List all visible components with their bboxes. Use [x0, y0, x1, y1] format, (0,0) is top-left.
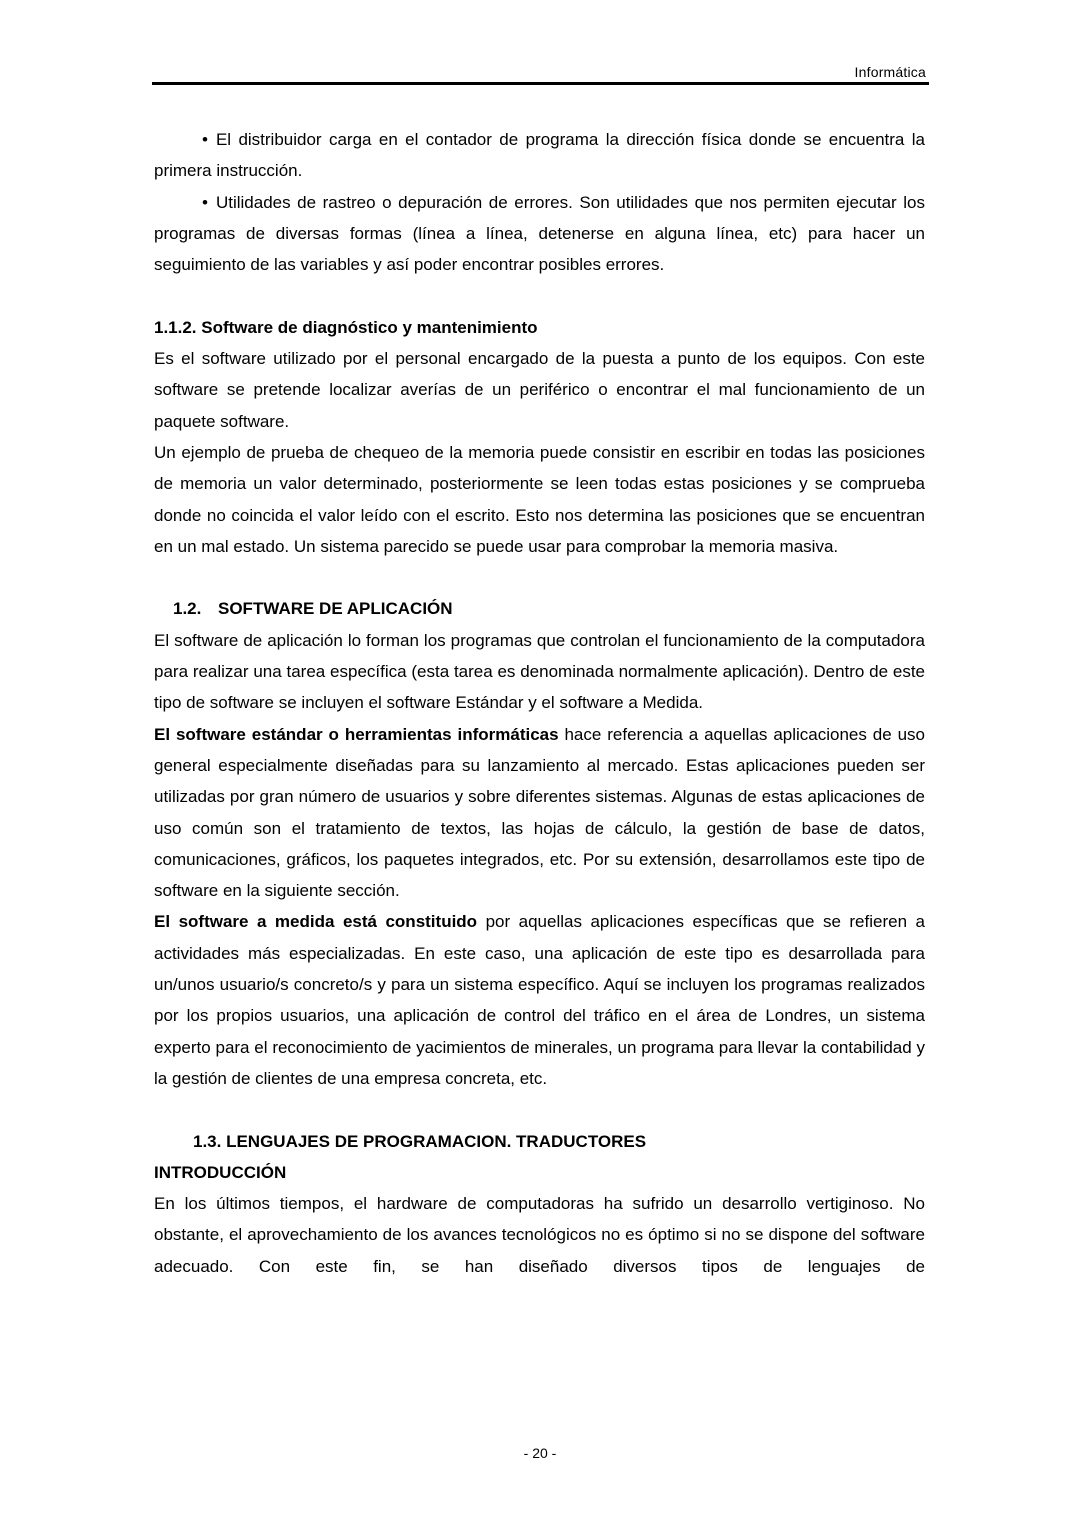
bullet-icon: • [202, 192, 208, 212]
bullet-icon: • [202, 130, 208, 149]
bullet-text: Utilidades de rastreo o depuración de errores. Son utilidades que nos permiten ejecutar los programas de diversas formas (línea a línea, detenerse en alguna línea, etc) para hacer un seguimiento de las variables y así poder encontrar posibles errores. [154, 192, 925, 275]
subheading-introduccion: INTRODUCCIÓN [154, 1162, 287, 1182]
paragraph [154, 719, 925, 907]
bold-term: El software estándar o herramientas informáticas [154, 724, 559, 744]
section-number: 1.2. [173, 599, 202, 619]
paragraph: Un ejemplo de prueba de chequeo de la memoria puede consistir en escribir en todas las posiciones de memoria un valor determinado, posteriormente se leen todas estas posiciones y se comprueba donde no coincida el valor leído con el escrito. Esto nos determina las posiciones que se encuentran en un mal estado. Un sistema parecido se puede usar para comprobar la memoria masiva. [154, 442, 925, 556]
bold-term: El software a medida está constituido [154, 912, 478, 932]
bullet-item [154, 124, 925, 187]
section-heading-1-2 [154, 593, 925, 624]
paragraph-text: hace referencia a aquellas aplicaciones de uso general especialmente diseñadas para su lanzamiento al mercado. Estas aplicaciones pueden ser utilizadas por gran número de usuarios y sobre diferentes sistemas. Algunas de estas aplicaciones de uso común son el tratamiento de textos, las hojas de cálculo, la gestión de base de datos, comunicaciones, gráficos, los paquetes integrados, etc. Por su extensión, desarrollamos este tipo de software en la siguiente sección. [154, 724, 925, 901]
page-body [154, 124, 925, 1282]
running-header: Informática [854, 64, 926, 80]
section-title: SOFTWARE DE APLICACIÓN [218, 599, 453, 619]
section-heading-1-3: 1.3. LENGUAJES DE PROGRAMACION. TRADUCTORES [193, 1131, 647, 1151]
paragraph: En los últimos tiempos, el hardware de computadoras ha sufrido un desarrollo vertiginoso. No obstante, el aprovechamiento de los avances tecnológicos no es óptimo si no se dispone del software adecuado. Con este fin, se han diseñado diversos tipos de lenguajes de [154, 1194, 925, 1276]
page-number: - 20 - [523, 1445, 557, 1461]
bullet-item [154, 187, 925, 281]
header-divider [152, 82, 929, 85]
paragraph-text: por aquellas aplicaciones específicas que se refieren a actividades más especializadas. En este caso, una aplicación de este tipo es desarrollada para un/unos usuario/s concreto/s y para un sistema específico. Aquí se incluyen los programas realizados por los propios usuarios, una aplicación de control del tráfico en el área de Londres, un sistema experto para el reconocimiento de yacimientos de minerales, un programa para llevar la contabilidad y la gestión de clientes de una empresa concreta, etc. [154, 912, 925, 1088]
paragraph [154, 906, 925, 1094]
bullet-text: El distribuidor carga en el contador de programa la dirección física donde se encuentra la primera instrucción. [154, 130, 925, 181]
paragraph: El software de aplicación lo forman los programas que controlan el funcionamiento de la computadora para realizar una tarea específica (esta tarea es denominada normalmente aplicación). Dentro de este tipo de software se incluyen el software Estándar y el software a Medida. [154, 630, 925, 713]
paragraph: Es el software utilizado por el personal encargado de la puesta a punto de los equipos. Con este software se pretende localizar averías de un periférico o encontrar el mal funcionamiento de un paquete software. [154, 349, 925, 431]
section-heading-1-1-2: 1.1.2. Software de diagnóstico y mantenimiento [154, 317, 538, 337]
